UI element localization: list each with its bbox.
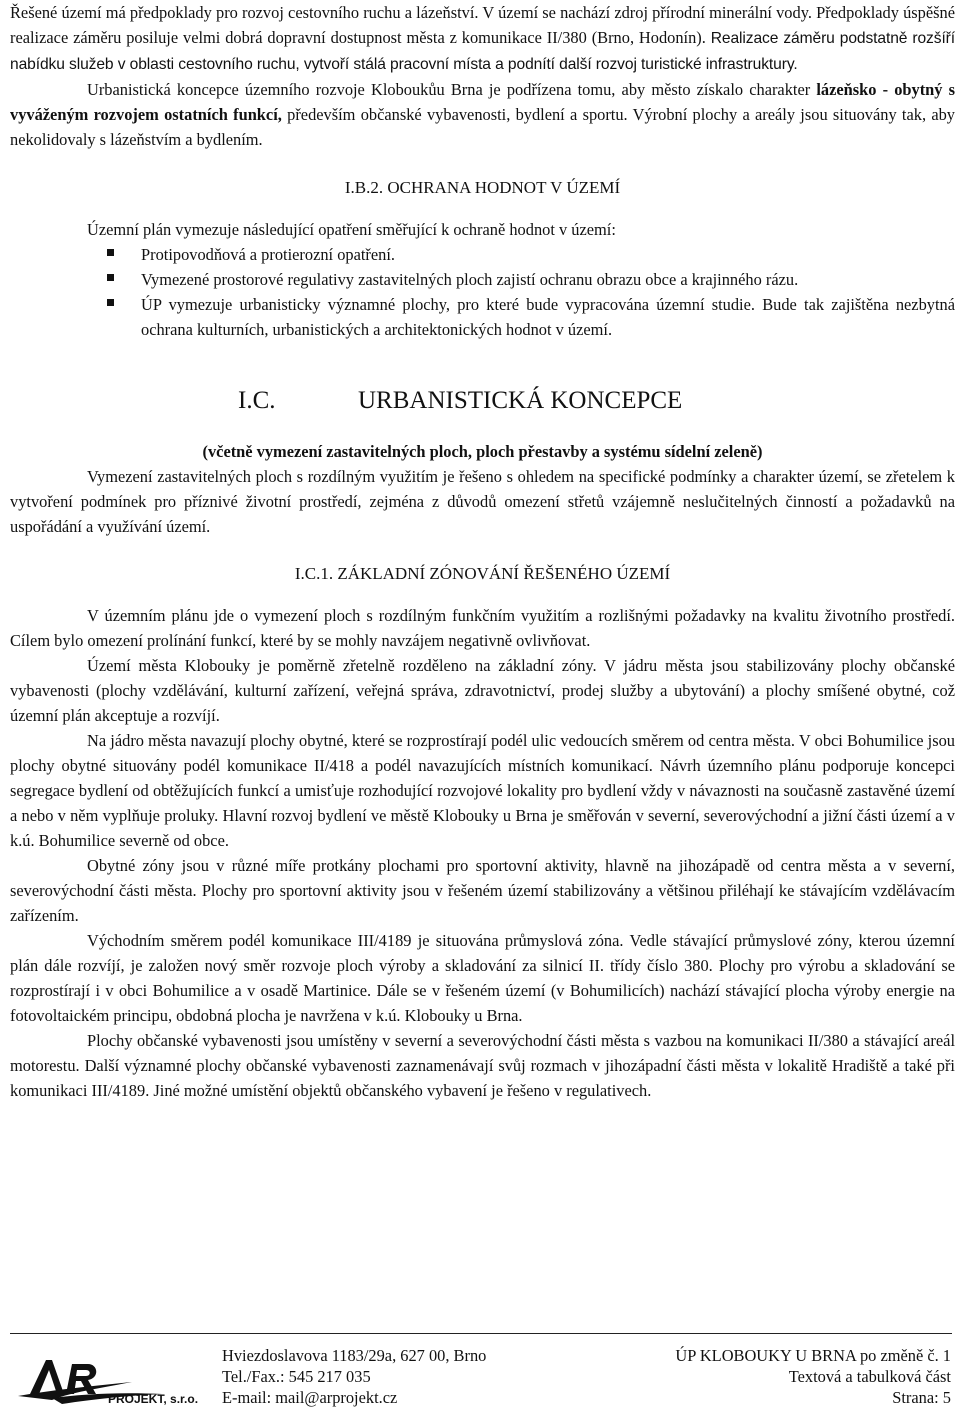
bullet-square-icon (107, 274, 114, 281)
ic1-paragraph-6: Plochy občanské vybavenosti jsou umístěny v severní a severovýchodní části města s vazbou na komunikaci II/380 a stávající areál motorestu. Další významné plochy občanské vybavenosti zaznamenávají svůj rozmach v jihozápadní části města v lokalitě Hradiště a také při komunikaci III/4189. Jiné možné umístění objektů občanského vybavení je řešeno v regulativech. (10, 1031, 955, 1100)
footer-email: E-mail: mail@arprojekt.cz (222, 1388, 398, 1407)
list-item-text: Vymezené prostorové regulativy zastavitelných ploch zajistí ochranu obrazu obce a krajinného rázu. (141, 270, 799, 289)
ic1-paragraph-2: Území města Klobouky je poměrně zřetelně rozděleno na základní zóny. V jádru města jsou stabilizovány plochy občanské vybavenosti (plochy vzdělávání, kulturní zařízení, veřejná správa, zdravotnictví, prodej služby a ubytování) a plochy smíšené obytné, což územní plán akceptuje a rozvíjí. (10, 656, 955, 725)
heading-ic1: I.C.1. ZÁKLADNÍ ZÓNOVÁNÍ ŘEŠENÉHO ÚZEMÍ (294, 564, 671, 583)
ic1-paragraph-3: Na jádro města navazují plochy obytné, které se rozprostírají podél ulic vedoucích směrem od centra města. V obci Bohumilice jsou plochy obytné situovány podél komunikace II/418 a podél navazujících místních komunikací. Návrh územního plánu podporuje koncepci segregace bydlení od obtěžujících funkcí a umisťuje rozhodující rozvojové lokality pro bydlení vždy v návaznosti na současně zastavěné území a nebo v něm vyplňuje proluky. Hlavní rozvoj bydlení ve městě Klobouky u Brna je směřován v severní, severovýchodní a jižní části území a v k.ú. Bohumilice severně od obce. (10, 731, 955, 850)
heading-ic-number: I.C. (238, 387, 276, 414)
footer-contact (222, 1345, 486, 1408)
bullet-square-icon (107, 249, 114, 256)
list-item (10, 242, 955, 267)
logo-text: PROJEKT, s.r.o. (108, 1392, 199, 1406)
heading-ic (10, 386, 955, 416)
ib2-list (10, 242, 955, 342)
footer-doc-title: ÚP KLOBOUKY U BRNA po změně č. 1 (675, 1346, 951, 1365)
list-item-text: ÚP vymezuje urbanisticky významné plochy, pro které bude vypracována územní studie. Bude tak zajištěna nezbytná ochrana kulturních, urbanistických a architektonických hodnot v území. (141, 295, 955, 339)
footer-doc-part: Textová a tabulková část (788, 1367, 951, 1386)
intro-p1-text: Řešené území má předpoklady pro rozvoj cestovního ruchu a lázeňství. V území se nachází zdroj přírodní minerální vody. Předpoklady úspěšné realizace záměru posiluje velmi dobrá dopravní dostupnost města z komunikace II/380 (Brno, Hodonín). (10, 3, 955, 47)
heading-ic-title: URBANISTICKÁ KONCEPCE (358, 387, 683, 414)
list-item (10, 292, 955, 342)
ic1-paragraph-1: V územním plánu jde o vymezení ploch s rozdílným funkčním využitím a rozlišnými požadavky na kvalitu životního prostředí. Cílem bylo omezení prolínání funkcí, které by se mohly navzájem negativně ovlivňovat. (10, 606, 955, 650)
bullet-square-icon (107, 299, 114, 306)
footer-phone: Tel./Fax.: 545 217 035 (222, 1367, 371, 1386)
ib2-intro: Územní plán vymezuje následující opatření směřující k ochraně hodnot v území: (87, 220, 616, 239)
intro-p2-rest: především občanské vybavenosti, bydlení a sportu. Výrobní plochy a areály jsou situovány tak, aby nekolidovaly s lázeňstvím a bydlením. (10, 105, 956, 149)
intro-p2-bold: lázeňsko - obytný s vyváženým rozvojem ostatních funkcí, (10, 80, 955, 124)
company-logo (12, 1350, 212, 1410)
intro-p1-continuation: Realizace záměru podstatně rozšíří nabídku služeb v oblasti cestovního ruchu, vytvoří stálá pracovní místa a podnítí další rozvoj turistické infrastruktury. (10, 30, 955, 73)
intro-p2-text: Urbanistická koncepce územního rozvoje Kloboukůu Brna je podřízena tomu, aby město získalo charakter (87, 80, 811, 99)
ic-subtitle: (včetně vymezení zastavitelných ploch, ploch přestavby a systému sídelní zeleně) (202, 442, 763, 461)
ic1-paragraph-5: Východním směrem podél komunikace III/4189 je situována průmyslová zóna. Vedle stávající průmyslové zóny, kterou územní plán dále rozvíjí, je založen nový směr rozvoje ploch výroby a skladování za silnicí II. třídy číslo 380. Plochy pro výrobu a skladování se rozprostírají i v obci Bohumilice a v osadě Martinice. Dále se v řešeném území (v Bohumilicích) nachází stávající plocha výroby energie na fotovoltaickém principu, obdobná plocha je navržena v k.ú. Klobouky u Brna. (10, 931, 955, 1025)
footer-document-info (606, 1345, 951, 1408)
intro-paragraph-1 (10, 0, 955, 77)
heading-ib2: I.B.2. OCHRANA HODNOT V ÚZEMÍ (344, 178, 621, 197)
intro-paragraph-2 (10, 77, 955, 152)
ic1-paragraph-4: Obytné zóny jsou v různé míře protkány plochami pro sportovní aktivity, hlavně na jihozápadě od centra města a v severní, severovýchodní části města. Plochy pro sportovní aktivity jsou v řešeném území stabilizovány a většinou přiléhají ke stávajícím vzdělávacím zařízením. (10, 856, 955, 925)
page-content (10, 0, 955, 1103)
list-item (10, 267, 955, 292)
list-item-text: Protipovodňová a protierozní opatření. (141, 245, 395, 264)
footer-address: Hviezdoslavova 1183/29a, 627 00, Brno (222, 1346, 487, 1365)
ic-paragraph-1: Vymezení zastavitelných ploch s rozdílným využitím je řešeno s ohledem na specifické podmínky a charakter území, se zřetelem k vytvoření podmínek pro příznivé životní prostředí, zejména z důvodů omezení střetů vzájemně neslučitelných činností a požadavků na uspořádání a využívání území. (10, 467, 955, 536)
footer-divider (10, 1333, 952, 1334)
footer-page-number: Strana: 5 (892, 1388, 951, 1407)
page-footer (0, 1333, 960, 1421)
